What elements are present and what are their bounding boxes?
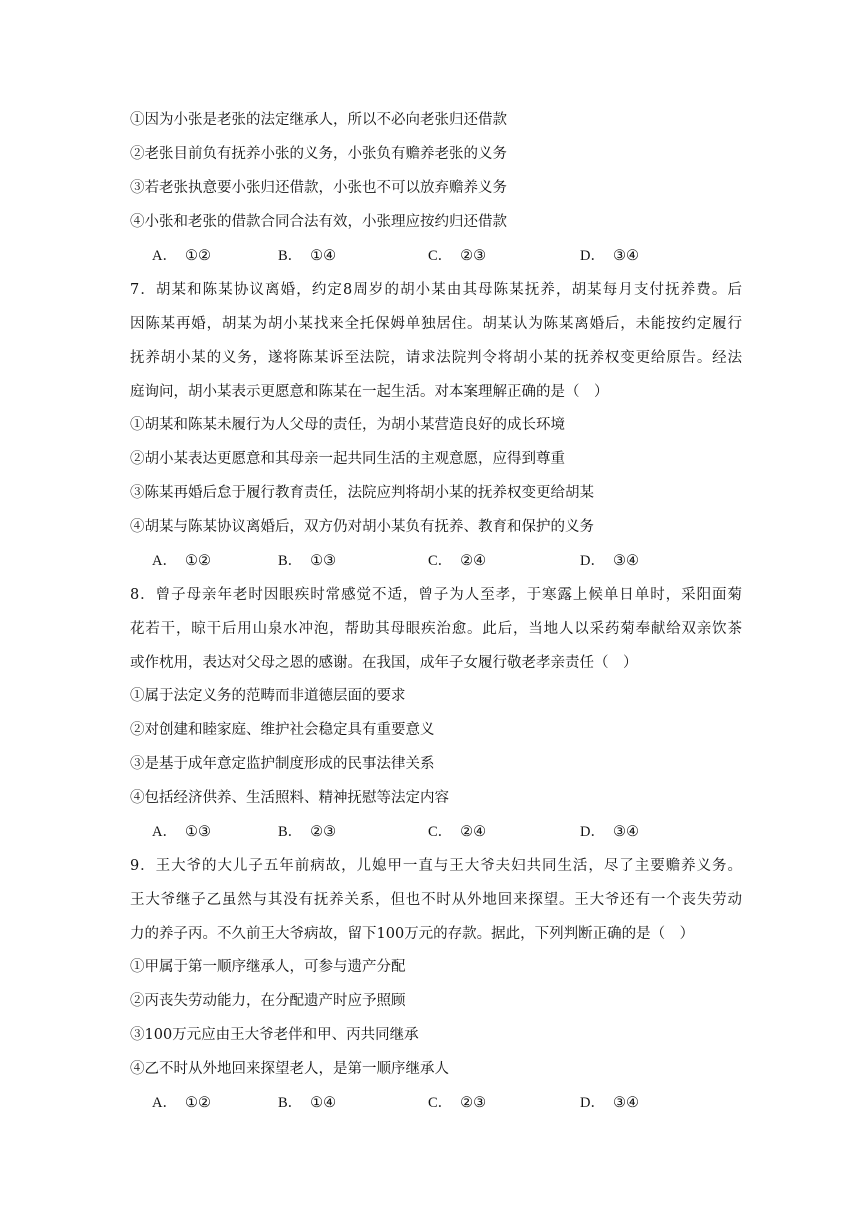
q7-statement-1: ①胡某和陈某未履行为人父母的责任，为胡小某营造良好的成长环境 <box>130 417 565 433</box>
q7-stem-line-2: 因陈某再婚，胡某为胡小某找来全托保姆单独居住。胡某认为陈某离婚后，未能按约定履行 <box>130 316 742 332</box>
q8-option-a: A． ①③ <box>152 824 211 840</box>
q9-stem-line-3: 力的养子丙。不久前王大爷病故，留下100万元的存款。据此，下列判断正确的是（ ） <box>130 926 695 942</box>
q7-option-d: D． ③④ <box>580 553 639 569</box>
q8-stem-line-2: 花若干，晾干后用山泉水冲泡，帮助其母眼疾治愈。此后，当地人以采药菊奉献给双亲饮茶 <box>130 621 742 637</box>
q9-option-d: D． ③④ <box>580 1095 639 1111</box>
q7-statement-4: ④胡某与陈某协议离婚后，双方仍对胡小某负有抚养、教育和保护的义务 <box>130 519 594 535</box>
q8-option-b: B． ②③ <box>278 824 337 840</box>
q7-stem-line-3: 抚养胡小某的义务，遂将陈某诉至法院，请求法院判令将胡小某的抚养权变更给原告。经法 <box>130 350 742 366</box>
q8-statement-2: ②对创建和睦家庭、维护社会稳定具有重要意义 <box>130 722 435 738</box>
q8-statement-1: ①属于法定义务的范畴而非道德层面的要求 <box>130 688 406 704</box>
q7-stem-line-1: 7．胡某和陈某协议离婚，约定8周岁的胡小某由其母陈某抚养，胡某每月支付抚养费。后 <box>130 282 742 298</box>
q9-options <box>152 1093 712 1113</box>
q9-statement-1: ①甲属于第一顺序继承人，可参与遗产分配 <box>130 959 406 975</box>
q8-statement-4: ④包括经济供养、生活照料、精神抚慰等法定内容 <box>130 790 449 806</box>
q6-option-d: D． ③④ <box>580 248 639 264</box>
q9-option-c: C． ②③ <box>428 1095 487 1111</box>
q7-option-c: C． ②④ <box>428 553 487 569</box>
q8-statement-3: ③是基于成年意定监护制度形成的民事法律关系 <box>130 756 435 772</box>
q8-options <box>152 822 712 842</box>
q6-option-b: B． ①④ <box>278 248 337 264</box>
q9-statement-4: ④乙不时从外地回来探望老人，是第一顺序继承人 <box>130 1061 449 1077</box>
q9-stem-line-1: 9．王大爷的大儿子五年前病故，儿媳甲一直与王大爷夫妇共同生活，尽了主要赡养义务。 <box>130 858 742 874</box>
q6-statement-4: ④小张和老张的借款合同合法有效，小张理应按约归还借款 <box>130 214 507 230</box>
q6-option-c: C． ②③ <box>428 248 487 264</box>
q8-stem-line-1: 8．曾子母亲年老时因眼疾时常感觉不适，曾子为人至孝，于寒露上候单日单时，采阳面菊 <box>130 587 742 603</box>
q8-option-d: D． ③④ <box>580 824 639 840</box>
q7-statement-2: ②胡小某表达更愿意和其母亲一起共同生活的主观意愿，应得到尊重 <box>130 451 565 467</box>
q9-statement-3: ③100万元应由王大爷老伴和甲、丙共同继承 <box>130 1027 419 1043</box>
q7-option-a: A． ①② <box>152 553 211 569</box>
q9-stem-line-2: 王大爷继子乙虽然与其没有抚养关系，但也不时从外地回来探望。王大爷还有一个丧失劳动 <box>130 892 742 908</box>
q6-statement-2: ②老张目前负有抚养小张的义务，小张负有赡养老张的义务 <box>130 146 507 162</box>
q8-option-c: C． ②④ <box>428 824 487 840</box>
q6-option-a: A． ①② <box>152 248 211 264</box>
q6-options <box>152 246 712 266</box>
q7-statement-3: ③陈某再婚后怠于履行教育责任，法院应判将胡小某的抚养权变更给胡某 <box>130 485 594 501</box>
q6-statement-1: ①因为小张是老张的法定继承人，所以不必向老张归还借款 <box>130 112 507 128</box>
q8-stem-line-3: 或作枕用，表达对父母之恩的感谢。在我国，成年子女履行敬老孝亲责任（ ） <box>130 655 638 671</box>
q9-option-a: A． ①② <box>152 1095 211 1111</box>
q9-statement-2: ②丙丧失劳动能力，在分配遗产时应予照顾 <box>130 993 406 1009</box>
q7-option-b: B． ①③ <box>278 553 337 569</box>
q6-statement-3: ③若老张执意要小张归还借款，小张也不可以放弃赡养义务 <box>130 180 507 196</box>
q7-options <box>152 551 712 571</box>
q7-stem-line-4: 庭询问，胡小某表示更愿意和陈某在一起生活。对本案理解正确的是（ ） <box>130 384 609 400</box>
q9-option-b: B． ①④ <box>278 1095 337 1111</box>
